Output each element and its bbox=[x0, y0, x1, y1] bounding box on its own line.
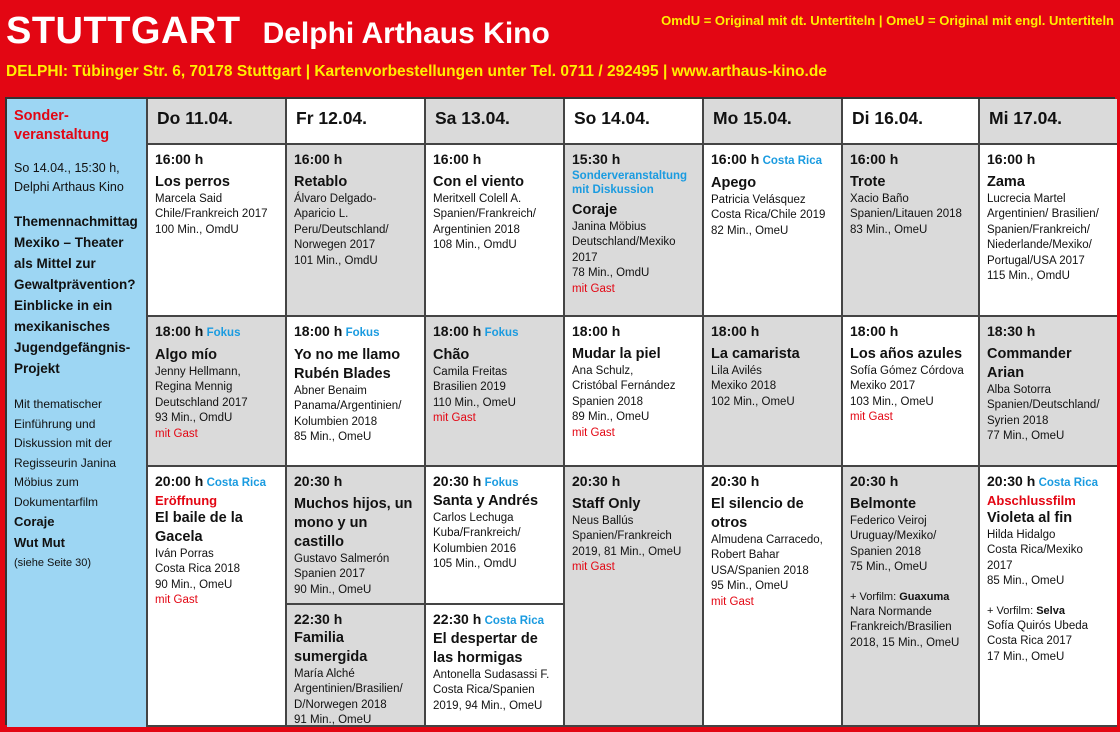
film-director: Jenny Hellmann, bbox=[155, 365, 241, 378]
film-director: Abner Benaim bbox=[294, 384, 367, 397]
film-info: Niederlande/Mexiko/ bbox=[987, 239, 1092, 251]
film-director: Lucrecia Martel bbox=[987, 192, 1066, 205]
film-info: Norwegen 2017 bbox=[294, 239, 376, 251]
screening-cell bbox=[565, 467, 704, 727]
film-director: Hilda Hidalgo bbox=[987, 528, 1056, 541]
screening-time: 16:00 h bbox=[294, 151, 343, 167]
film-info: USA/Spanien 2018 bbox=[711, 564, 809, 577]
film-info: Panama/Argentinien/ bbox=[294, 400, 402, 412]
film-director: Gustavo Salmerón bbox=[294, 552, 390, 565]
screening-time: 16:00 h bbox=[987, 151, 1036, 167]
film-title: Yo no me llamo Rubén Blades bbox=[294, 346, 401, 382]
sidebar-description bbox=[14, 395, 139, 574]
film-info: Spanien 2018 bbox=[572, 395, 643, 408]
screening-time: 18:00 h bbox=[294, 323, 343, 339]
screening-cell bbox=[287, 317, 426, 467]
film-info: Mexiko 2018 bbox=[711, 380, 777, 392]
screening-time: 16:00 h bbox=[433, 151, 482, 167]
screening-slot bbox=[287, 605, 424, 727]
film-title: Con el viento bbox=[433, 173, 525, 190]
film-info: Spanien 2018 bbox=[850, 545, 921, 558]
screening-time: 20:30 h bbox=[572, 473, 621, 489]
film-info: 83 Min., OmeU bbox=[850, 223, 928, 236]
screening-cell bbox=[704, 467, 843, 727]
screening-cell bbox=[704, 145, 843, 317]
short-film-title: Selva bbox=[1036, 604, 1065, 617]
film-info: 110 Min., OmeU bbox=[433, 396, 516, 409]
film-info: Spanien 2017 bbox=[294, 568, 365, 580]
film-info: 2019, 81 Min., OmeU bbox=[572, 545, 682, 558]
film-title: El silencio de otros bbox=[711, 495, 804, 531]
screening-time: 18:00 h bbox=[850, 323, 899, 339]
day-header: Mo 15.04. bbox=[704, 99, 843, 145]
screening-cell bbox=[980, 317, 1117, 467]
screening-time: 18:00 h bbox=[572, 323, 621, 339]
screening-cell bbox=[426, 317, 565, 467]
screening-cell bbox=[565, 317, 704, 467]
screening-slot bbox=[426, 467, 563, 605]
film-info: Kolumbien 2018 bbox=[294, 415, 378, 428]
film-info: Brasilien 2019 bbox=[433, 381, 506, 393]
film-info: 115 Min., OmdU bbox=[987, 270, 1070, 282]
screening-time: 18:00 h bbox=[433, 323, 482, 339]
film-info: 82 Min., OmeU bbox=[711, 224, 789, 237]
film-title: Chão bbox=[433, 346, 470, 363]
event-tag: Costa Rica bbox=[206, 477, 267, 489]
film-director: Iván Porras bbox=[155, 547, 214, 560]
screening-time: 20:00 h bbox=[155, 473, 204, 489]
sidebar-desc-text: Mit thematischer Einführung und Diskussion mit der Regisseurin Janina Möbius zum Dokumentarfilm bbox=[14, 397, 117, 509]
film-info: Spanien/Litauen 2018 bbox=[850, 208, 962, 220]
screening-slot bbox=[287, 467, 424, 605]
film-title: Trote bbox=[850, 173, 886, 190]
screening-time: 16:00 h bbox=[711, 151, 760, 167]
film-info: 102 Min., OmeU bbox=[711, 395, 795, 408]
film-director: Neus Ballús bbox=[572, 514, 634, 527]
screening-cell bbox=[843, 145, 980, 317]
event-tag: Costa Rica bbox=[762, 155, 823, 167]
short-film-label: + Vorfilm: bbox=[987, 604, 1034, 617]
film-director: Xacio Baño bbox=[850, 192, 909, 205]
film-title: Staff Only bbox=[572, 495, 641, 512]
film-title: Muchos hijos, un mono y un castillo bbox=[294, 495, 413, 550]
event-label: Eröffnung bbox=[155, 492, 218, 508]
sidebar-heading: Sonder-veranstaltung bbox=[14, 108, 110, 143]
short-film bbox=[850, 590, 971, 605]
short-film-info: Costa Rica 2017 bbox=[987, 635, 1073, 647]
film-info: Kuba/Frankreich/ bbox=[433, 527, 521, 539]
screening-slot bbox=[426, 605, 563, 720]
sidebar-note: (siehe Seite 30) bbox=[14, 557, 92, 569]
event-tag: Fokus bbox=[345, 327, 380, 339]
screening-cell bbox=[287, 467, 426, 727]
screening-time: 18:00 h bbox=[711, 323, 760, 339]
cinema-address: DELPHI: Tübinger Str. 6, 70178 Stuttgart | Kartenvorbestellungen unter Tel. 0711 / 292495 | www.arthaus-kino.de bbox=[6, 63, 827, 80]
film-info: 100 Min., OmdU bbox=[155, 223, 239, 236]
film-director: Álvaro Delgado- bbox=[294, 192, 377, 205]
day-header: So 14.04. bbox=[565, 99, 704, 145]
film-director: Patricia Velásquez bbox=[711, 193, 806, 206]
screening-cell bbox=[704, 317, 843, 467]
film-info: 90 Min., OmeU bbox=[155, 578, 233, 591]
film-info: 108 Min., OmdU bbox=[433, 239, 517, 251]
film-info: Spanien/Frankreich/ bbox=[433, 208, 536, 220]
film-info: 95 Min., OmeU bbox=[711, 580, 789, 592]
film-info: 105 Min., OmdU bbox=[433, 558, 517, 570]
screening-cell bbox=[980, 145, 1117, 317]
film-director: Lila Avilés bbox=[711, 364, 762, 377]
screening-cell bbox=[287, 145, 426, 317]
film-title: Violeta al fin bbox=[987, 509, 1073, 526]
film-info: Costa Rica/Spanien bbox=[433, 684, 535, 696]
film-director: Ana Schulz, bbox=[572, 364, 634, 377]
film-info: 85 Min., OmeU bbox=[294, 431, 372, 443]
short-film-title: Guaxuma bbox=[899, 590, 950, 603]
film-info: Portugal/USA 2017 bbox=[987, 254, 1085, 267]
film-info: 85 Min., OmeU bbox=[987, 575, 1065, 587]
screening-cell bbox=[843, 467, 980, 727]
film-director: Sofía Gómez Córdova bbox=[850, 364, 964, 377]
event-label: Abschlussfilm bbox=[987, 492, 1076, 508]
film-director: Robert Bahar bbox=[711, 549, 780, 561]
film-info: Syrien 2018 bbox=[987, 414, 1049, 427]
event-tag: Fokus bbox=[484, 327, 519, 339]
film-info: Argentinien 2018 bbox=[433, 223, 520, 236]
film-info: 75 Min., OmeU bbox=[850, 561, 928, 573]
film-title: Los perros bbox=[155, 173, 230, 190]
film-info: Spanien/Deutschland/ bbox=[987, 399, 1100, 411]
film-info: Mexiko 2017 bbox=[850, 380, 916, 392]
sidebar-film-1: Coraje bbox=[14, 514, 55, 529]
screening-cell bbox=[426, 467, 565, 727]
screening-cell bbox=[843, 317, 980, 467]
short-film-info: 17 Min., OmeU bbox=[987, 650, 1065, 663]
screening-cell bbox=[980, 467, 1117, 727]
film-director: Aparicio L. bbox=[294, 208, 349, 220]
film-info: 101 Min., OmdU bbox=[294, 254, 378, 267]
day-header: Sa 13.04. bbox=[426, 99, 565, 145]
film-director: Cristóbal Fernández bbox=[572, 380, 676, 392]
film-info: Chile/Frankreich 2017 bbox=[155, 208, 268, 220]
film-info: 90 Min., OmeU bbox=[294, 583, 372, 596]
guest-note: mit Gast bbox=[155, 594, 198, 606]
guest-note: mit Gast bbox=[155, 427, 198, 440]
sidebar-film-2: Wut Mut bbox=[14, 534, 66, 550]
film-info: Kolumbien 2016 bbox=[433, 542, 517, 555]
film-director: Federico Veiroj bbox=[850, 514, 927, 527]
film-info: 2017 bbox=[572, 251, 598, 264]
screening-cell bbox=[148, 467, 287, 727]
special-event-sidebar bbox=[7, 99, 148, 727]
screening-time: 16:00 h bbox=[155, 151, 204, 167]
event-tag: Costa Rica bbox=[1038, 477, 1099, 489]
short-film bbox=[987, 604, 1110, 619]
film-title: Coraje bbox=[572, 201, 618, 218]
film-director: Regina Mennig bbox=[155, 381, 233, 393]
film-director: Janina Möbius bbox=[572, 220, 647, 233]
film-info: Costa Rica 2018 bbox=[155, 563, 241, 575]
screening-time: 20:30 h bbox=[294, 473, 343, 489]
city-name: STUTTGART bbox=[6, 10, 241, 52]
film-info: 2019, 94 Min., OmeU bbox=[433, 699, 543, 712]
film-title: La camarista bbox=[711, 345, 800, 362]
film-title: Los años azules bbox=[850, 345, 963, 362]
film-title: Apego bbox=[711, 174, 757, 191]
screening-time: 22:30 h bbox=[433, 611, 482, 627]
film-title: Belmonte bbox=[850, 495, 917, 512]
guest-note: mit Gast bbox=[572, 426, 615, 439]
film-info: Spanien/Frankreich bbox=[572, 530, 672, 542]
film-director: Meritxell Colell A. bbox=[433, 192, 522, 205]
guest-note: mit Gast bbox=[572, 561, 615, 573]
event-tag: Costa Rica bbox=[484, 615, 545, 627]
sidebar-info: So 14.04., 15:30 h, Delphi Arthaus Kino bbox=[14, 161, 124, 194]
screening-cell bbox=[148, 317, 287, 467]
film-title: Santa y Andrés bbox=[433, 492, 539, 509]
screening-time: 16:00 h bbox=[850, 151, 899, 167]
film-director: Marcela Said bbox=[155, 192, 223, 205]
film-info: Spanien/Frankreich/ bbox=[987, 223, 1090, 236]
screening-time: 15:30 h bbox=[572, 151, 621, 167]
film-info: Costa Rica/Mexiko 2017 bbox=[987, 544, 1083, 572]
short-film-director: Sofía Quirós Ubeda bbox=[987, 619, 1089, 632]
short-film-info: 2018, 15 Min., OmeU bbox=[850, 636, 960, 649]
screening-cell bbox=[148, 145, 287, 317]
screening-time: 20:30 h bbox=[711, 473, 760, 489]
subtitle-legend: OmdU = Original mit dt. Untertiteln | OmeU = Original mit engl. Untertiteln bbox=[661, 13, 1114, 28]
day-header: Fr 12.04. bbox=[287, 99, 426, 145]
guest-note: mit Gast bbox=[572, 282, 615, 295]
film-director: Camila Freitas bbox=[433, 365, 508, 378]
film-director: Almudena Carracedo, bbox=[711, 533, 823, 546]
film-director: Alba Sotorra bbox=[987, 383, 1051, 396]
film-info: 78 Min., OmdU bbox=[572, 267, 650, 279]
guest-note: mit Gast bbox=[711, 595, 754, 608]
short-film-info: Frankreich/Brasilien bbox=[850, 621, 952, 633]
film-title: Commander Arian bbox=[987, 345, 1072, 381]
header-title bbox=[6, 10, 550, 53]
film-info: 103 Min., OmeU bbox=[850, 395, 934, 408]
film-info: Argentinien/ Brasilien/ bbox=[987, 208, 1099, 220]
film-title: Retablo bbox=[294, 173, 348, 190]
screening-cell bbox=[565, 145, 704, 317]
short-film-director: Nara Normande bbox=[850, 605, 932, 618]
guest-note: mit Gast bbox=[433, 412, 476, 424]
schedule-grid bbox=[5, 97, 1115, 725]
cinema-name: Delphi Arthaus Kino bbox=[262, 17, 550, 50]
sidebar-topic: Themennachmittag Mexiko – Theater als Mittel zur Gewaltprävention? Einblicke in ein mexikanisches Jugendgefängnis-Projekt bbox=[14, 214, 138, 376]
screening-time: 22:30 h bbox=[294, 611, 343, 627]
day-header: Di 16.04. bbox=[843, 99, 980, 145]
film-info: 89 Min., OmeU bbox=[572, 411, 650, 423]
film-info: Uruguay/Mexiko/ bbox=[850, 530, 937, 542]
film-info: 91 Min., OmeU bbox=[294, 714, 372, 726]
film-info: Argentinien/Brasilien/ bbox=[294, 683, 403, 695]
event-tag: Fokus bbox=[206, 327, 241, 339]
film-info: Deutschland/Mexiko bbox=[572, 236, 676, 248]
film-info: 77 Min., OmeU bbox=[987, 430, 1065, 442]
film-title: Familia sumergida bbox=[294, 629, 368, 665]
film-title: El baile de la Gacela bbox=[155, 509, 243, 545]
film-info: D/Norwegen 2018 bbox=[294, 698, 387, 711]
day-header: Do 11.04. bbox=[148, 99, 287, 145]
film-title: Algo mío bbox=[155, 346, 218, 363]
day-header: Mi 17.04. bbox=[980, 99, 1117, 145]
guest-note: mit Gast bbox=[850, 411, 893, 423]
film-info: Peru/Deutschland/ bbox=[294, 223, 389, 236]
short-film-label: + Vorfilm: bbox=[850, 590, 897, 603]
film-title: Zama bbox=[987, 173, 1025, 190]
screening-time: 20:30 h bbox=[987, 473, 1036, 489]
screening-time: 18:00 h bbox=[155, 323, 204, 339]
screening-time: 20:30 h bbox=[433, 473, 482, 489]
event-tag: Fokus bbox=[484, 477, 519, 489]
film-director: Carlos Lechuga bbox=[433, 511, 514, 524]
film-director: María Alché bbox=[294, 667, 355, 680]
film-info: Costa Rica/Chile 2019 bbox=[711, 209, 826, 221]
film-info: 93 Min., OmdU bbox=[155, 412, 233, 424]
event-tag: Sonderveranstaltung mit Diskussion bbox=[572, 169, 688, 196]
film-title: Mudar la piel bbox=[572, 345, 661, 362]
film-info: Deutschland 2017 bbox=[155, 396, 248, 409]
screening-cell bbox=[426, 145, 565, 317]
film-director: Antonella Sudasassi F. bbox=[433, 668, 550, 681]
screening-time: 18:30 h bbox=[987, 323, 1036, 339]
screening-time: 20:30 h bbox=[850, 473, 899, 489]
film-title: El despertar de las hormigas bbox=[433, 630, 538, 666]
